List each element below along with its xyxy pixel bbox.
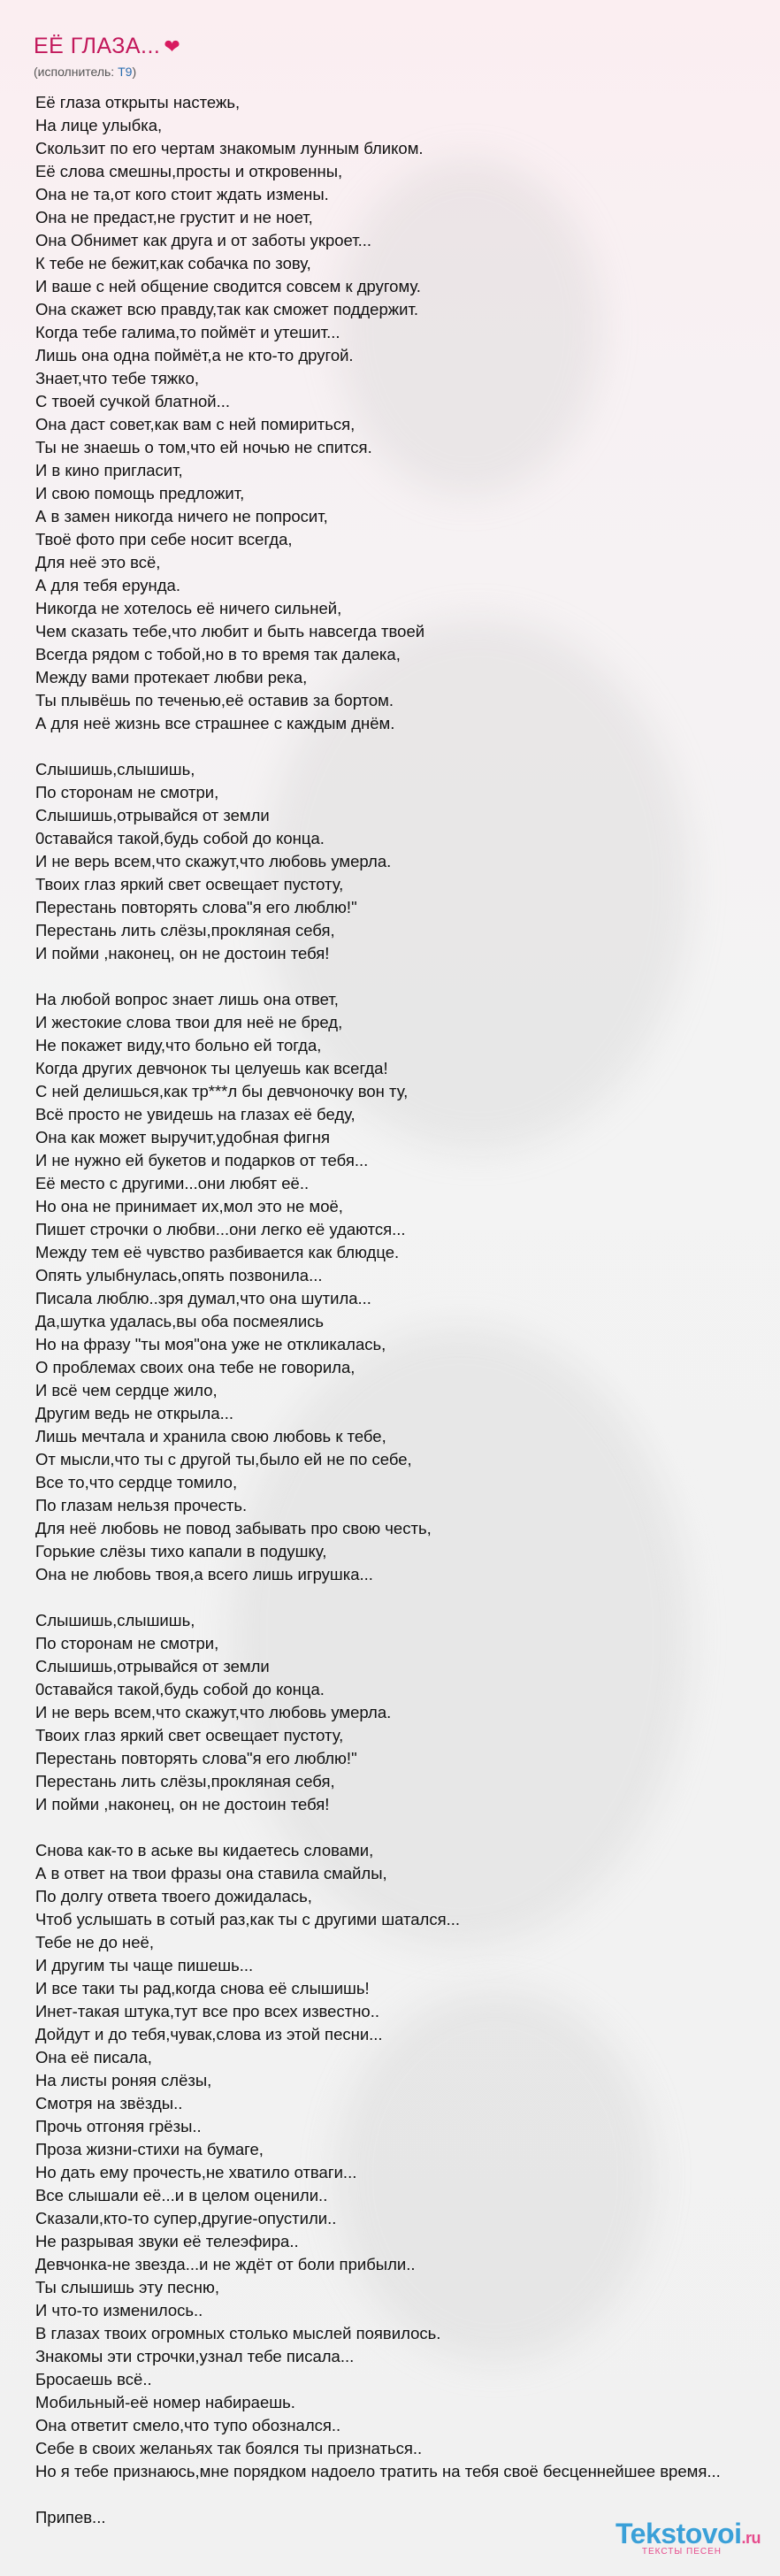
lyric-line: По сторонам не смотри, [35,1634,219,1652]
artist-line [34,65,180,79]
lyric-line: Девчонка-не звезда...и не ждёт от боли прибыли.. [35,2255,416,2273]
lyric-line: Не покажет виду,что больно ей тогда, [35,1036,322,1054]
lyric-line: Она её писала, [35,2048,152,2066]
lyric-line: Знает,что тебе тяжко, [35,369,200,387]
lyric-line: Мобильный-её номер набираешь. [35,2393,295,2411]
lyric-line: На листы роняя слёзы, [35,2071,212,2089]
lyric-line: Она даст совет,как вам с ней помириться, [35,415,356,433]
lyric-line: От мысли,что ты с другой ты,было ей не по себе, [35,1450,412,1468]
lyric-line: Тебе не до неё, [35,1933,154,1951]
lyric-line: Никогда не хотелось её ничего сильней, [35,599,342,617]
lyric-line: На лице улыбка, [35,116,163,134]
lyric-line: Твоих глаз яркий свет освещает пустоту, [35,875,344,893]
lyrics-stanza [35,758,778,965]
logo-wordmark [616,2518,761,2550]
lyric-line: И в кино пригласит, [35,461,183,479]
lyric-line: Для неё это всё, [35,553,161,571]
lyric-line: Перестань повторять слова"я его люблю!" [35,1749,357,1767]
lyric-line: А в ответ на твои фразы она ставила смайлы, [35,1864,387,1882]
lyric-line: Твоё фото при себе носит всегда, [35,530,293,548]
heart-icon: ❤ [164,35,181,58]
lyric-line: Не разрывая звуки её телеэфира.. [35,2232,299,2250]
lyric-line: Она как может выручит,удобная фигня [35,1128,331,1146]
lyric-line: Её глаза открыты настежь, [35,93,241,111]
lyric-line: Она ответит смело,что тупо обознался.. [35,2416,341,2434]
lyric-line: Да,шутка удалась,вы оба посмеялись [35,1312,325,1330]
logo-tagline: ТЕКСТЫ ПЕСЕН [641,2547,722,2557]
lyric-line: Припев... [35,2508,106,2526]
lyric-line: 0ставайся такой,будь собой до конца. [35,829,325,847]
lyric-line: Скользит по его чертам знакомым лунным бликом. [35,139,424,157]
lyric-line: Всё просто не увидешь на глазах её беду, [35,1105,356,1123]
lyric-line: Она не предаст,не грустит и не ноет, [35,208,313,226]
lyric-line: Но она не принимает их,мол это не моё, [35,1197,343,1215]
lyric-line: Слышишь,отрывайся от земли [35,806,270,824]
lyric-line: Другим ведь не открыла... [35,1404,234,1422]
lyric-line: И ваше с ней общение сводится совсем к другому. [35,277,421,295]
lyric-line: Когда других девчонок ты целуешь как всегда! [35,1059,388,1077]
lyric-line: Перестань повторять слова"я его люблю!" [35,898,357,916]
lyric-line: По долгу ответа твоего дожидалась, [35,1887,312,1905]
lyric-line: Опять улыбнулась,опять позвонила... [35,1266,323,1284]
lyric-line: Дойдут и до тебя,чувак,слова из этой песни... [35,2025,383,2043]
lyric-line: Знакомы эти строчки,узнал тебе писала... [35,2347,355,2365]
lyrics-body [35,91,778,2552]
lyric-line: Но на фразу "ты моя"она уже не откликалась, [35,1335,386,1353]
lyric-line: И не верь всем,что скажут,что любовь умерла. [35,1703,392,1721]
lyric-line: Себе в своих желаньях так боялся ты признаться.. [35,2439,423,2457]
lyric-line: И пойми ,наконец, он не достоин тебя! [35,944,330,962]
lyrics-stanza [35,91,778,735]
lyric-line: Она не любовь твоя,а всего лишь игрушка... [35,1565,373,1583]
artist-suffix: ) [132,65,137,79]
lyric-line: 0ставайся такой,будь собой до конца. [35,1680,325,1698]
lyric-line: Сказали,кто-то супер,другие-опустили.. [35,2209,337,2227]
lyric-line: И пойми ,наконец, он не достоин тебя! [35,1795,330,1813]
lyric-line: Прочь отгоняя грёзы.. [35,2117,202,2135]
lyric-line: Пишет строчки о любви...они легко её удаются... [35,1220,406,1238]
lyric-line: По глазам нельзя прочесть. [35,1496,248,1514]
lyric-line: А в замен никогда ничего не попросит, [35,507,328,525]
lyric-line: Всегда рядом с тобой,но в то время так далека, [35,645,401,663]
lyric-line: Ты не знаешь о том,что ей ночью не спится. [35,438,372,456]
lyric-line: Когда тебе галима,то поймёт и утешит... [35,323,340,341]
lyric-line: Слышишь,слышишь, [35,760,195,778]
artist-link[interactable]: T9 [118,65,133,79]
lyric-line: Все слышали её...и в целом оценили.. [35,2186,328,2204]
lyric-line: Её место с другими...они любят её.. [35,1174,310,1192]
lyric-line: На любой вопрос знает лишь она ответ, [35,990,339,1008]
lyric-line: Чем сказать тебе,что любит и быть навсегда твоей [35,622,425,640]
lyric-line: Перестань лить слёзы,прокляная себя, [35,921,335,939]
lyric-line: Все то,что сердце томило, [35,1473,238,1491]
lyrics-stanza [35,1609,778,1816]
song-title-text: ЕЁ ГЛАЗА... [34,34,161,58]
lyric-line: И что-то изменилось.. [35,2301,203,2319]
lyric-line: Ты слышишь эту песню, [35,2278,219,2296]
lyric-line: Но дать ему прочесть,не хватило отваги... [35,2163,357,2181]
lyric-line: Слышишь,слышишь, [35,1611,195,1629]
lyric-line: И жестокие слова твои для неё не бред, [35,1013,343,1031]
lyric-line: И не нужно ей букетов и подарков от тебя... [35,1151,369,1169]
lyric-line: Для неё любовь не повод забывать про свою честь, [35,1519,432,1537]
lyric-line: Слышишь,отрывайся от земли [35,1657,270,1675]
lyric-line: Лишь мечтала и хранила свою любовь к тебе, [35,1427,386,1445]
lyric-line: А для неё жизнь все страшнее с каждым днём. [35,714,395,732]
logo-name: Tekstovoi [615,2518,742,2549]
lyric-line: Бросаешь всё.. [35,2370,152,2388]
lyric-line: Её слова смешны,просты и откровенны, [35,162,343,180]
lyric-line: К тебе не бежит,как собачка по зову, [35,254,311,272]
lyric-line: О проблемах своих она тебе не говорила, [35,1358,356,1376]
lyric-line: Чтоб услышать в сотый раз,как ты с другими шатался... [35,1910,461,1928]
lyric-line: И не верь всем,что скажут,что любовь умерла. [35,852,392,870]
artist-prefix: (исполнитель: [34,65,119,79]
lyric-line: Она скажет всю правду,так как сможет поддержит. [35,300,419,318]
lyric-line: Инет-такая штука,тут все про всех известно.. [35,2002,379,2020]
lyric-line: И все таки ты рад,когда снова её слышишь! [35,1979,370,1997]
lyric-line: Между тем её чувство разбивается как блюдце. [35,1243,400,1261]
lyric-line: А для тебя ерунда. [35,576,180,594]
lyric-line: Она не та,от кого стоит ждать измены. [35,185,329,203]
song-header [34,34,180,79]
lyric-line: И свою помощь предложит, [35,484,245,502]
lyric-line: Горькие слёзы тихо капали в подушку, [35,1542,327,1560]
lyric-line: Ты плывёшь по теченью,её оставив за бортом. [35,691,394,709]
lyric-line: Она Обнимет как друга и от заботы укроет... [35,231,372,249]
lyric-line: В глазах твоих огромных столько мыслей появилось. [35,2324,441,2342]
lyric-line: И всё чем сердце жило, [35,1381,218,1399]
lyrics-stanza [35,988,778,1586]
song-title [34,34,180,59]
lyric-line: Перестань лить слёзы,прокляная себя, [35,1772,335,1790]
lyric-line: Снова как-то в аське вы кидаетесь словами, [35,1841,374,1859]
lyric-line: Но я тебе признаюсь,мне порядком надоело тратить на тебя своё бесценнейшее время... [35,2462,721,2480]
lyrics-stanza [35,1839,778,2483]
lyric-line: Проза жизни-стихи на бумаге, [35,2140,264,2158]
site-logo[interactable] [616,2518,761,2557]
lyric-line: С твоей сучкой блатной... [35,392,231,410]
lyric-line: Твоих глаз яркий свет освещает пустоту, [35,1726,344,1744]
lyric-line: С ней делишься,как тр***л бы девчоночку вон ту, [35,1082,409,1100]
lyric-line: Между вами протекает любви река, [35,668,308,686]
lyric-line: Писала люблю..зря думал,что она шутила... [35,1289,371,1307]
lyric-line: По сторонам не смотри, [35,783,219,801]
lyric-line: Смотря на звёзды.. [35,2094,183,2112]
lyric-line: И другим ты чаще пишешь... [35,1956,254,1974]
lyric-line: Лишь она одна поймёт,а не кто-то другой. [35,346,354,364]
logo-tld: .ru [741,2529,761,2547]
